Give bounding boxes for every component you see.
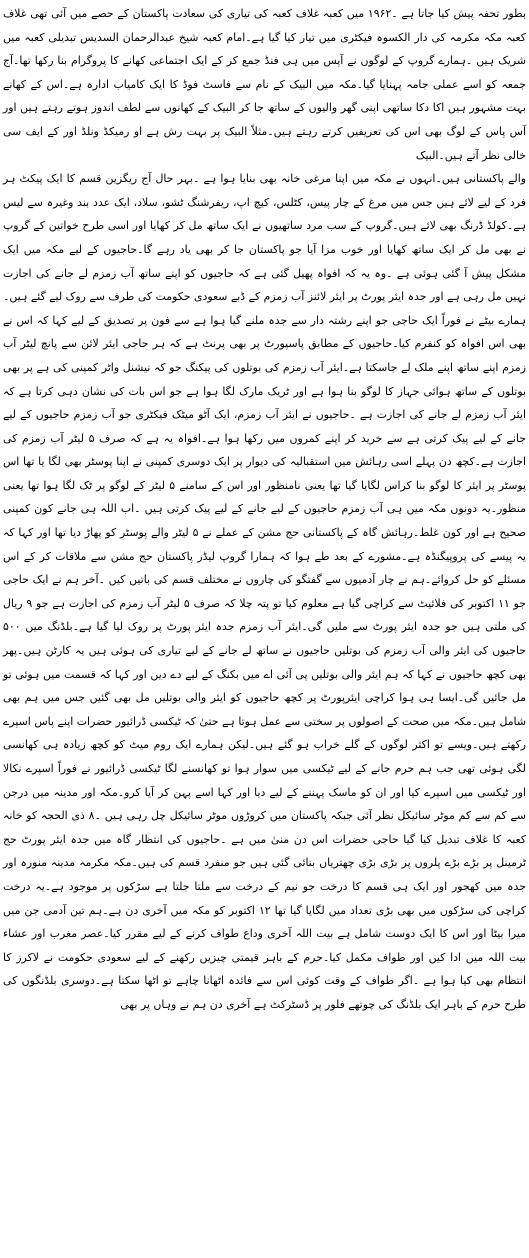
article-paragraph-1: بطور تحفہ پیش کیا جاتا ہے ۔۱۹۶۲ میں کعبہ غلاف کعبہ کی تیاری کی سعادت پاکستان کے حصے میں آئی تھی غلاف کعبہ مکہ مکرمہ کی دار الکسوہ فیکٹری میں تیار کیا گیا ہے۔امام کعبہ شیخ عبدالرحمان السدیس تبدیلی کعبہ میں شریک ہیں ۔ہمارے گروپ کے لوگوں نے آپس میں ہی فنڈ جمع کر کے ایک اجتماعی کھانے کا پروگرام بنا رکھا تھا۔آج جمعہ کو اسے عملی جامہ پہنایا گیا۔مکہ میں البیک کے نام سے فاسٹ فوڈ کا ایک کامیاب ادارہ ہے۔اس کے کھانے بہت مشہور ہیں اکا دکا ساتھی اپنی گھر والیوں کے ساتھ جا کر البیک کے کھانوں سے لطف اندوز ہوتے رہتے ہیں اور آس پاس کے لوگ بھی اس کی تعریفیں کرتے رہتے ہیں۔مثلاً البیک پر بہت رش ہے او رمیکڈ ونلڈ اور کے ایف سی خالی نظر آتے ہیں۔البیک: [3, 7, 526, 162]
article-body: [3, 2, 526, 1017]
article-paragraph-2: والے پاکستانی ہیں۔انہوں نے مکہ میں اپنا مرغی خانہ بھی بنایا ہوا ہے ۔بہر حال آج ریگزین قسم کا ایک پیکٹ ہر فرد کے لیے لائے ہیں جس میں مرغ کے چار پیس، کٹلس، کیچ اپ، ریفرشنگ ٹشو، سلاد، ایک عدد بند وغیرہ سے لیس ہے۔کولڈ ڈرنگ بھی لائے ہیں۔گروپ کے سب مرد ساتھیوں نے ایک ساتھ مل کر کھایا اور اسی طرح خواتین کے گروپ نے بھی مل کر ایک ساتھ کھایا اور خوب مزا آیا جو پاکستان جا کر بھی یاد رہے گا۔حاجیوں کے لیے مکہ میں ایک مشکل پیش آ گئی ہوئی ہے ۔وہ یہ کہ افواہ پھیل گئی ہے کہ حاجیوں کو اپنے ساتھ آب زمزم لے جانے کی اجازت نہیں مل رہی ہے اور جدہ ایئر پورٹ پر ایئر لائنز آب زمزم کے ڈبے سعودی حکومت کی طرف سے روک لیے گئے ہیں۔ہمارے بیٹے نے فوراً ایک حاجی جو اپنے رشتہ دار سے جدہ ملنے گیا ہوا ہے سے فون پر تصدیق کے لیے کہا کہ اس نے بھی اس افواہ کو کنفرم کیا۔حاجیوں کے مطابق پاسپورٹ پر بھی پرنٹ ہے کہ ہر حاجی ایئر لائن سے پانچ لیٹر آب زمزم اپنے ساتھ اپنے ملک لے جاسکتا ہے۔ایئر آب زمزم کی بوتلوں کی پیکنگ جو کہ نیشنل واٹر کمپنی کی ہے پر بھی بوتلوں کے ساتھ ہوائی جہاز کا لوگو بنا ہوا ہے اور ٹریک مارک لگا ہوا ہے جو اس بات کی نشان دہی کرتا ہے کہ ایئر آب زمزم لے جانے کی اجازت ہے ۔حاجیوں نے ایئر آب زمزم، ایک آٹو میٹک فیکٹری جو آب زمزم حاجیوں کے لیے جانے کے لیے پیک کرتی ہے سے خرید کر اپنے کمروں میں رکھا ہوا ہے۔افواہ یہ ہے کہ صرف ۵ لیٹر آب زمزم کی اجازت ہے۔کچھ دن پہلے اسی رہائش میں استقبالیہ کی دیوار پر ایک دوسری کمپنی نے اپنا پوسٹر بھی لگا یا تھا اس پوسٹر پر ایئر کا لوگو بنا کراس لگایا گیا تھا یعنی نامنظور اور اس کے سامنے ۵ لیٹر کے لوگو پر ٹک لگا ہوا تھا یعنی منظور۔یہ دونوں مکہ میں ہی آب زمزم حاجیوں کے لیے جانے کے لیے پیک کرتی ہیں ۔اب اللہ ہی جانے کون کمپنی صحیح ہے اور کون غلط۔رہائش گاہ کے پاکستانی حج مشن کے عملے نے ۵ لیٹر والے پوسٹر کو پھاڑ دیا تھا اور کہا کہ یہ پیسے کی پروپیگنڈہ ہے۔مشورے کے بعد طے ہوا کہ ہمارا گروپ لیڈر پاکستان حج مشن سے ملاقات کر کے اس مسئلے کو حل کروائے۔ہم نے چار آدمیوں سے گفتگو کی چاروں نے مختلف قسم کی باتیں کیں ۔آخر ہم نے ایک حاجی جو ۱۱ اکتوبر کی فلائیٹ سے کراچی گیا ہے معلوم کیا تو پتہ چلا کہ صرف ۵ لیٹر آب زمزم کی اجازت ہے جو ۹ ریال کی ملتی ہیں جو جدہ ایئر پورٹ سے ملیں گی۔ایئر آب زمزم جدہ ایئر پورٹ پر روک لیا گیا ہے۔بلڈنگ میں ۵۰۰ حاجیوں کی ایئر والی آب زمزم کی بوتلیں حاجیوں نے ساتھ لے جانے کے لیے تیاری کی ہوئی ہیں یہ کارٹن ہیں۔پھر بھی کچھ حاجیوں نے کہا کہ ہم ایئر والی بوتلیں پی آئی اے میں بکنگ کے لیے دے دیں اور کہا کہ قسمت میں ہوئی تو مل جائیں گی۔ایسا ہی ہوا کراچی ایئرپورٹ پر کچھ حاجیوں کو ایئر والی بوتلیں مل بھی گئیں جس میں ہم بھی شامل ہیں۔مکہ میں صحت کے اصولوں پر سختی سے عمل ہوتا ہے حتیٰ کہ ٹیکسی ڈرائیور حضرات اپنے پاس اسپرے رکھتے ہیں۔ویسے تو اکثر لوگوں کے گلے خراب ہو گئے ہیں۔لیکن ہمارے ایک روم میٹ کو کچھ زیادہ ہی کھانسی لگی ہوئی تھی جب ہم حرم جانے کے لیے ٹیکسی میں سوار ہوا تو کھانسنے لگا ٹیکسی ڈرائیور نے فوراً اسپرے نکالا اور ٹیکسی میں اسپرے کیا اور ان کو ماسک پہننے کے لیے دیا اور کہا اسے پہن کر آیا کرو۔مکہ اور مدینہ میں درجن سے کم سے کم موٹر سائیکل نظر آئی جبکہ پاکستان میں کروڑوں موٹر سائیکل چل رہی ہیں ۔۸ ذی الحجہ کو خانہ کعبہ کا غلاف تبدیل کیا گیا حاجی حضرات اس دن منیٰ میں ہے ۔حاجیوں کی انتظار گاہ میں جدہ ایئر پورٹ حج ٹرمینل پر بڑے بڑے پلروں پر بڑی بڑی چھتریاں بنائی گئی ہیں جو منفرد قسم کی ہیں۔مکہ مکرمہ مدینہ منورہ اور جدہ میں کھجور اور ایک ہی قسم کا درخت جو نیم کے درخت سے ملتا جلتا ہے سڑکوں پر موجود ہے۔یہ درخت کراچی کی سڑکوں میں بھی بڑی تعداد میں لگایا گیا تھا ۱۲ اکتوبر کو مکہ میں آخری دن ہے۔ہم تین آدمی جن میں میرا بیٹا اور اس کا ایک دوست شامل ہے بیت اللہ آخری وداع طواف کرنے کے لیے مقرر کیا۔عصر مغرب اور عشاء بیت اللہ میں ادا کیں اور طواف مکمل کیا۔حرم کے باہر قیمتی چیزیں رکھنے کے لیے سعودی حکومت نے لاکرز کا انتظام بھی کیا ہوا ہے ۔اگر طواف کے وقت کوئی اس سے فائدہ اٹھانا چاہے تو اٹھا سکتا ہے۔دوسری بلڈنگوں کی طرح حرم کے باہر ایک بلڈنگ کی چوتھے فلور پر ڈسٹرکٹ ہے آخری دن ہم نے وہاں پر بھی: [3, 172, 527, 1011]
